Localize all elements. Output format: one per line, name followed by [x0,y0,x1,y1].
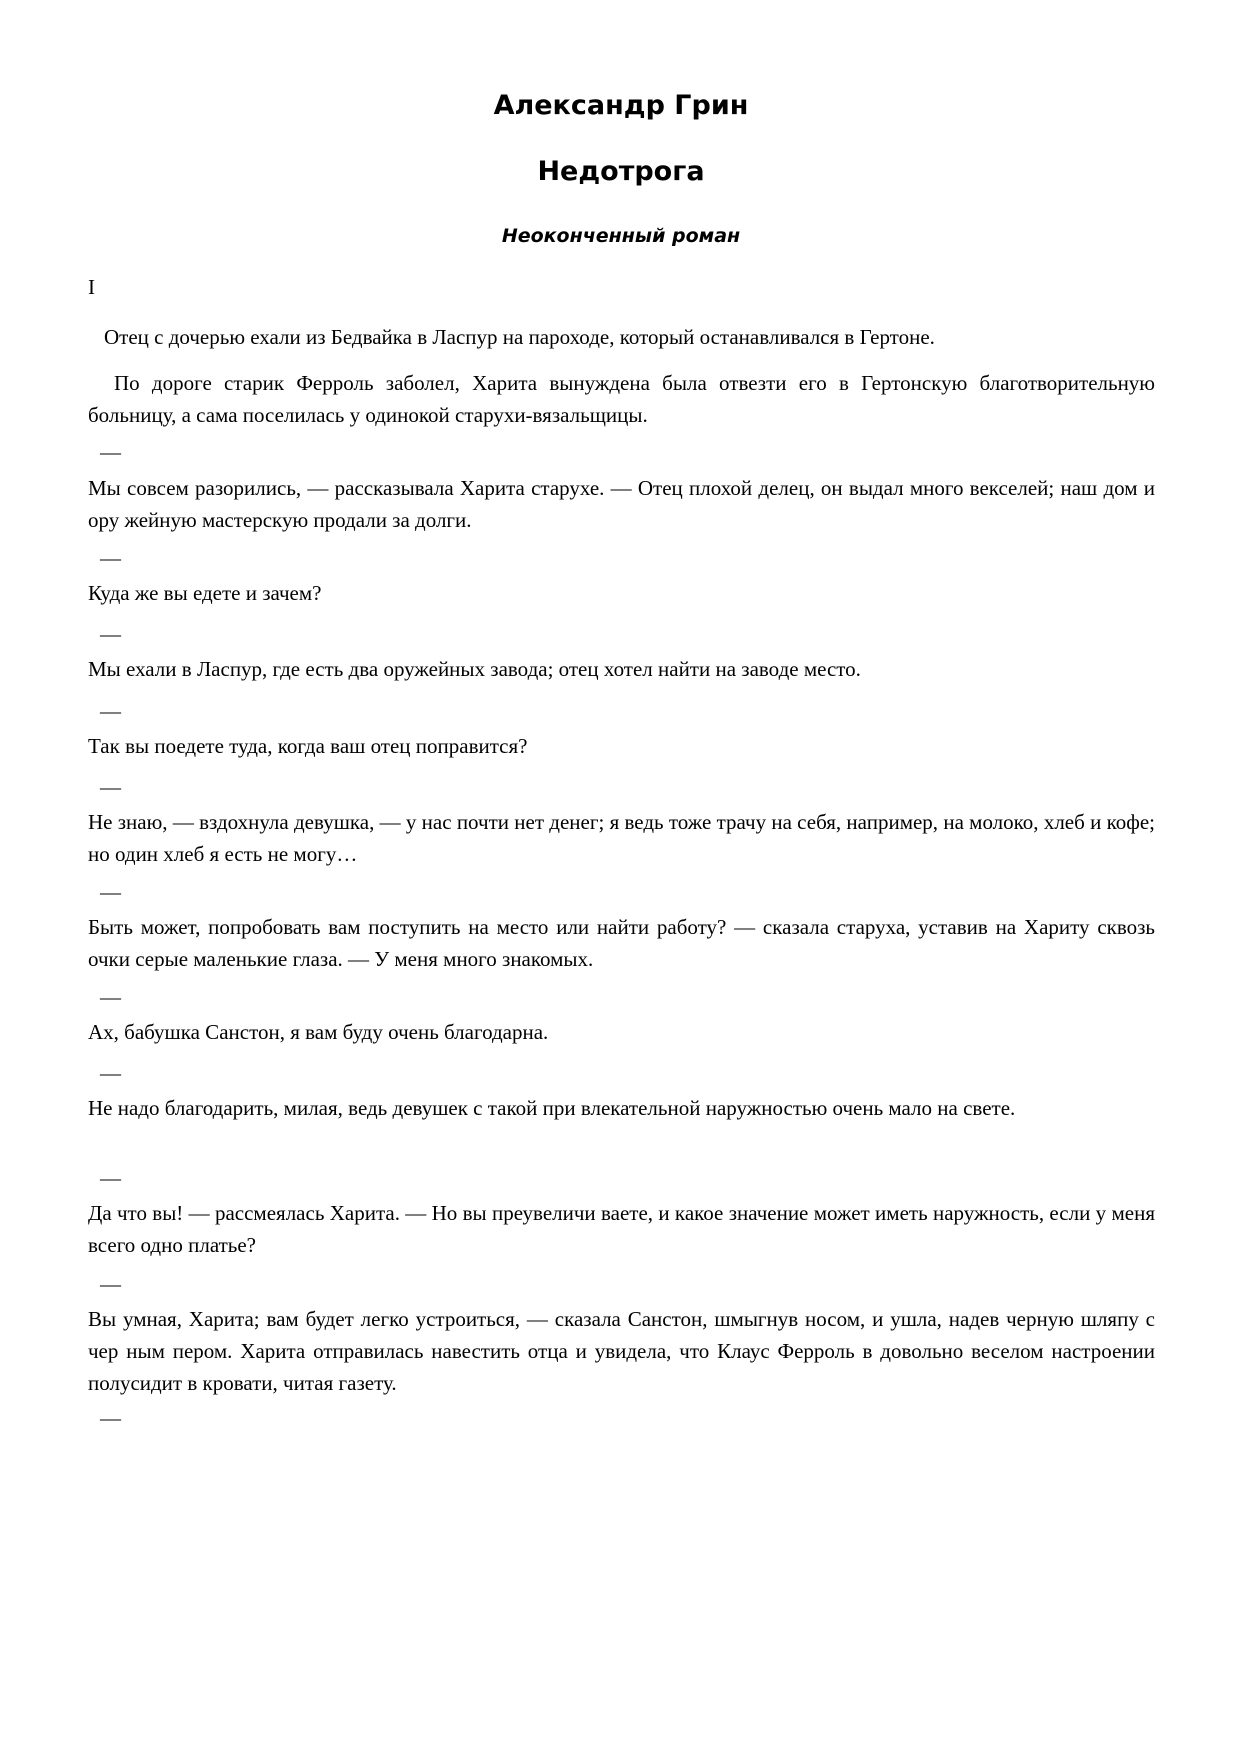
dialogue-dash: — [100,880,121,904]
book-title: Недотрога [537,156,705,187]
paragraph-4: Куда же вы едете и зачем? [88,581,322,605]
dialogue-dash: — [100,622,121,646]
author-heading: Александр Грин [493,90,749,121]
dialogue-dash: — [100,775,121,799]
paragraph-5: Мы ехали в Ласпур, где есть два оружейных завода; отец хотел найти на заводе место. [88,657,861,681]
paragraph-11: Да что вы! — рассмеялась Харита. — Но вы преувеличи ваете, и какое значение может иметь наружность, если у меня всего одно платье? [88,1201,1155,1257]
paragraph-12: Вы умная, Харита; вам будет легко устроиться, — сказала Санстон, шмыгнув носом, и ушла, надев черную шляпу с чер ным пером. Харита отправилась навестить отца и увидела, что Клаус Ферроль в довольно веселом настроении полусидит в кровати, читая газету. [88,1307,1155,1395]
paragraph-3: Мы совсем разорились, — рассказывала Харита старухе. — Отец плохой делец, он выдал много векселей; наш дом и ору жейную мастерскую продали за долги. [88,476,1155,532]
paragraph-8: Быть может, попробовать вам поступить на место или найти работу? — сказала старуха, уставив на Хариту сквозь очки серые маленькие глаза. — У меня много знакомых. [88,915,1155,971]
paragraph-2: По дороге старик Ферроль заболел, Харита вынуждена была отвезти его в Гертонскую благотворительную больницу, а сама поселилась у одинокой старухи-вязальщицы. [88,371,1155,427]
dialogue-dash: — [100,699,121,723]
paragraph-7: Не знаю, — вздохнула девушка, — у нас почти нет денег; я ведь тоже трачу на себя, например, на молоко, хлеб и кофе; но один хлеб я есть не могу… [88,810,1155,866]
book-subtitle: Неоконченный роман [501,225,741,247]
dialogue-dash: — [100,546,121,570]
dialogue-dash: — [100,1061,121,1085]
paragraph-10: Не надо благодарить, милая, ведь девушек с такой при влекательной наружностью очень мало на свете. [88,1096,1016,1120]
dialogue-dash: — [100,1166,121,1190]
dialogue-dash: — [100,1406,121,1430]
dialogue-dash: — [100,985,121,1009]
chapter-number: I [88,275,95,299]
dialogue-dash: — [100,1272,121,1296]
dialogue-dash: — [100,440,121,464]
paragraph-6: Так вы поедете туда, когда ваш отец поправится? [88,734,528,758]
paragraph-9: Ах, бабушка Санстон, я вам буду очень благодарна. [88,1020,549,1044]
paragraph-1: Отец с дочерью ехали из Бедвайка в Ласпур на пароходе, который останавливался в Гертоне. [104,325,935,349]
